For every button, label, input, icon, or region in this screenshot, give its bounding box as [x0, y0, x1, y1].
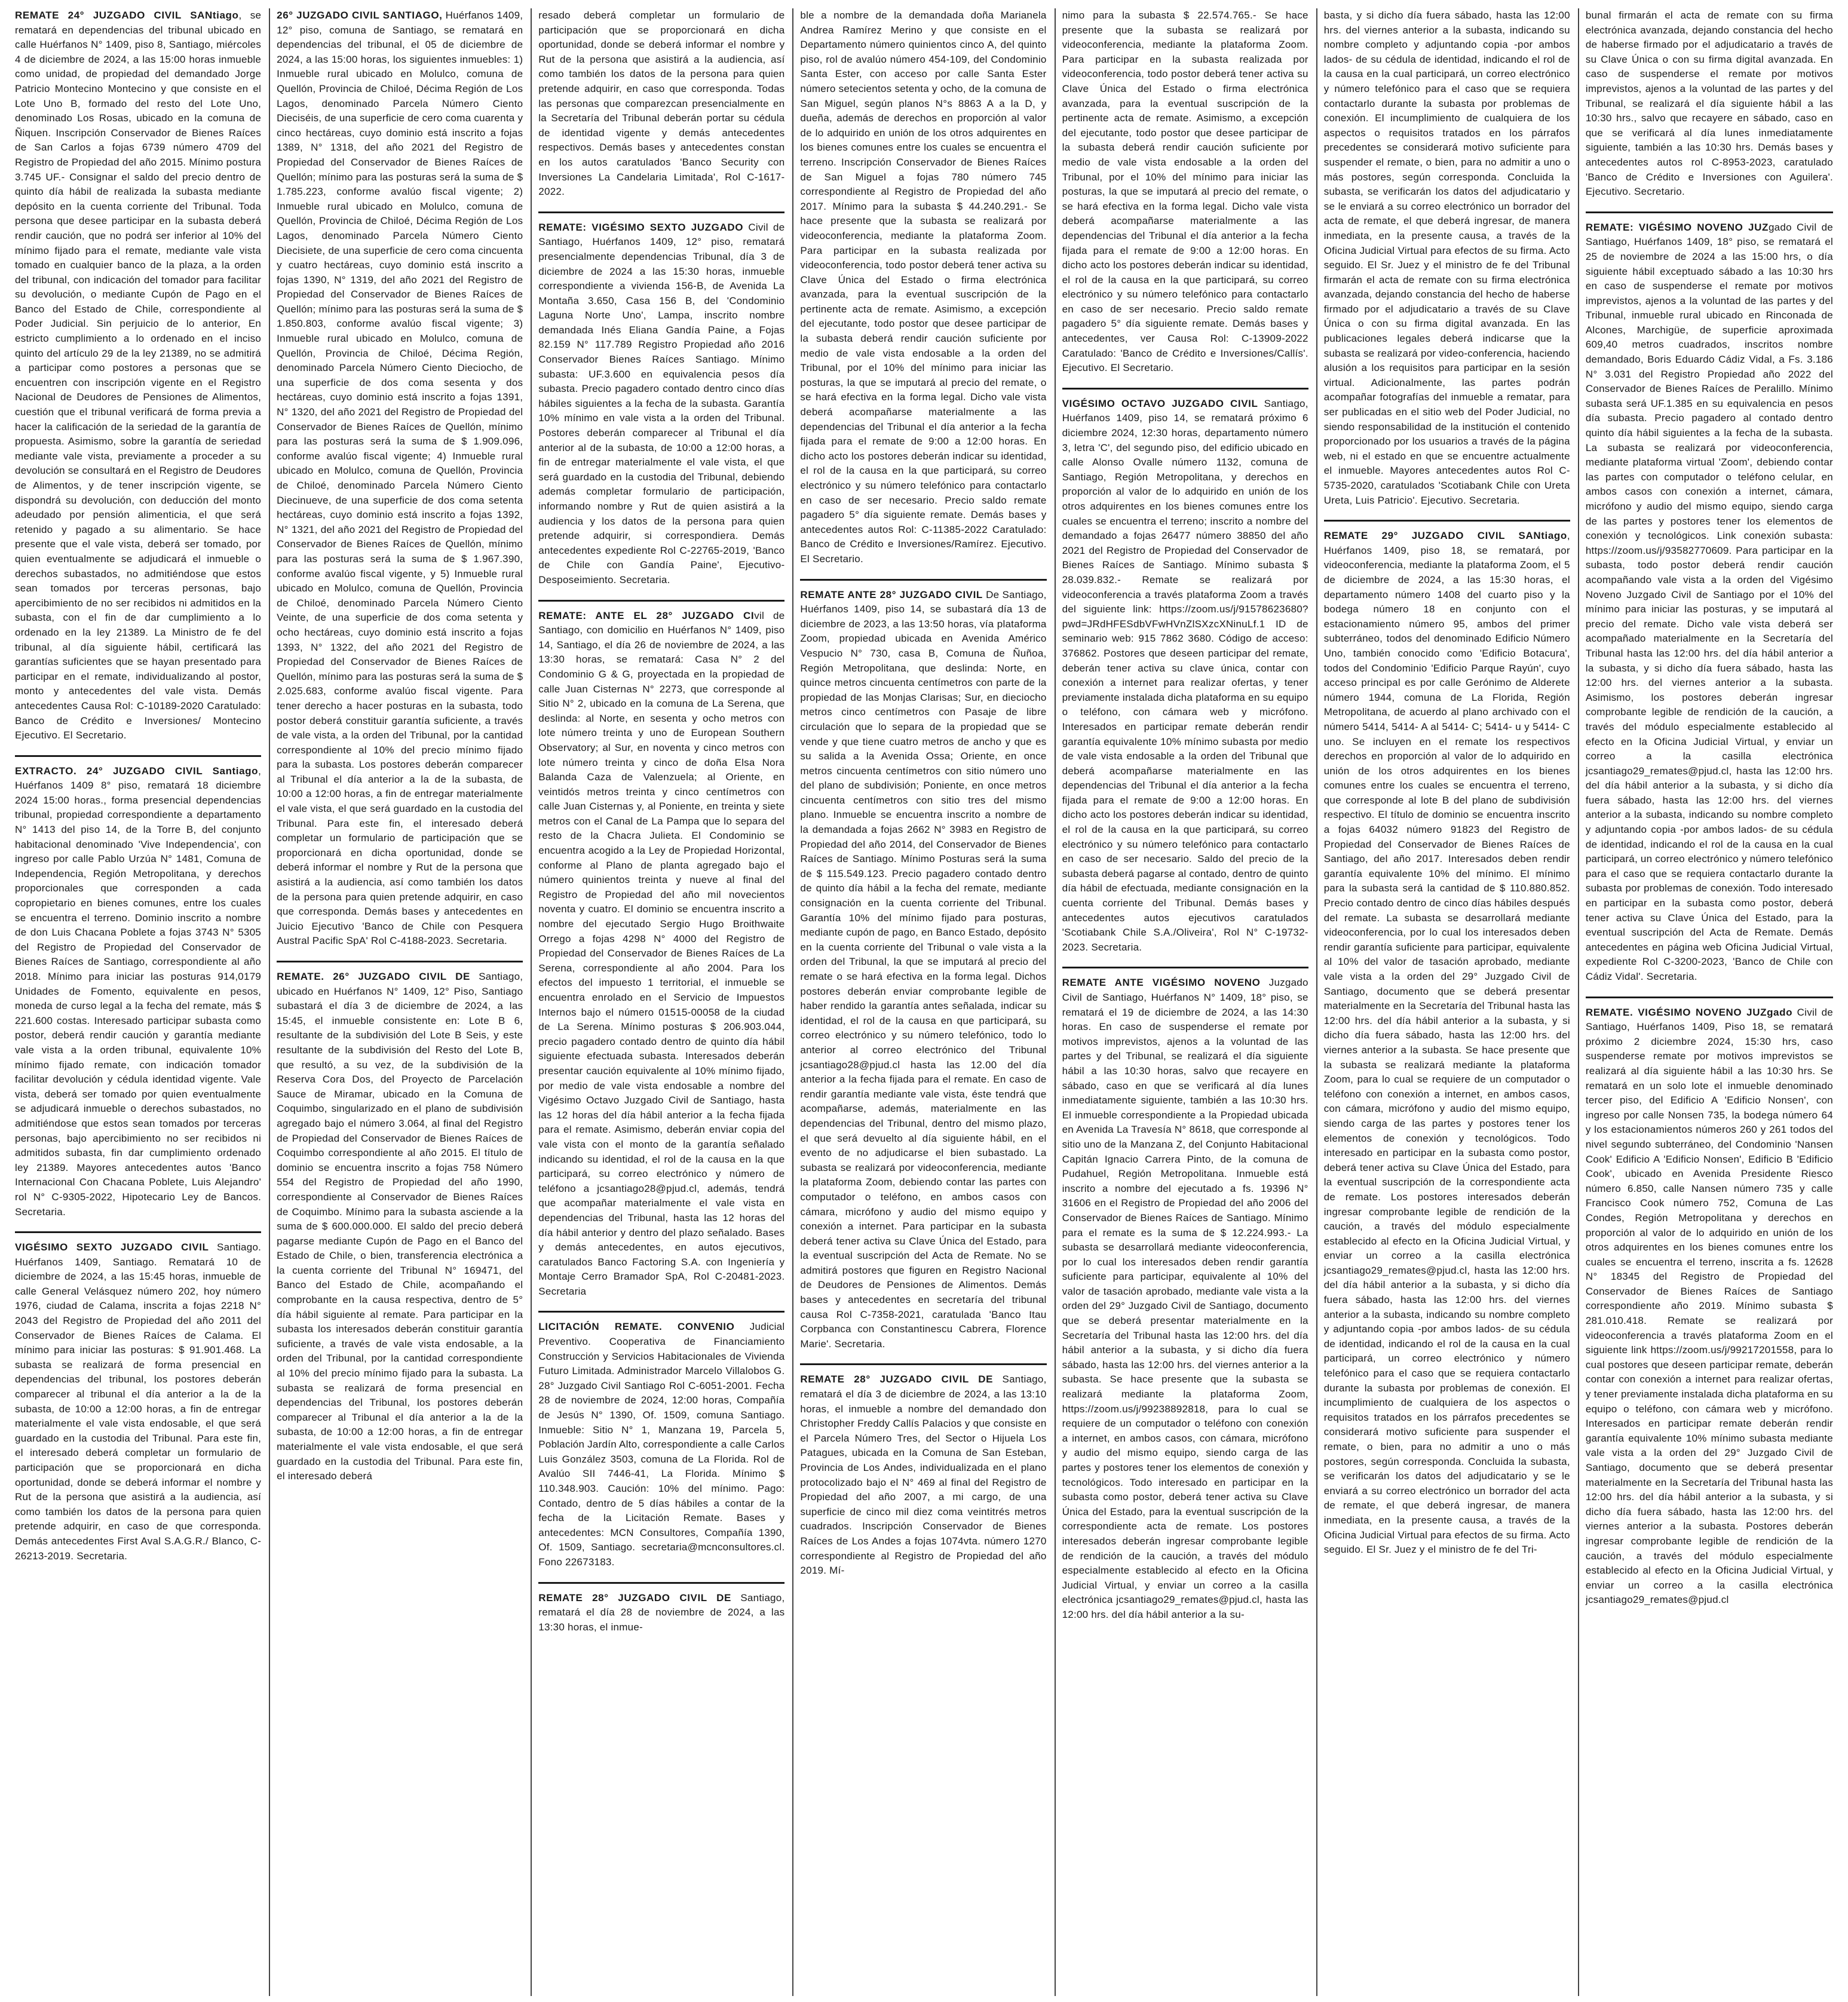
notice-body: De Santiago, Huérfanos 1409, piso 14, se subastará día 13 de diciembre de 2023, a las 13:50 horas, vía plataforma Zoom, propiedad ubicada en Avenida Américo Vespucio N° 730, casa B, Comuna de Ñuñoa, Región Metropolitana, que deslinda: Norte, en quince metros cincuenta centímetros con parte de la propiedad de las Monjas Clarisas; Sur, en dieciocho metros cinco centímetros con Pasaje de libre circulación que lo separa de la propiedad que se vende y que tiene cuatro metros de ancho y que es su salida a la Avenida Ossa; Oriente, en once metros cincuenta centímetros con sitio número uno del plano de subdivisión; Poniente, en once metros cincuenta centímetros con sitio tres del mismo plano. Inmueble se encuentra inscrito a nombre de la demandada a fojas 2662 N° 3983 en Registro de Propiedad del año 2014, del Conservador de Bienes Raíces de Santiago. Mínimo Posturas será la suma de $ 115.549.123. Precio pagadero contado dentro de quinto día hábil a la fecha del remate, mediante consignación en la cuenta corriente del Tribunal. Garantía 10% del mínimo fijado para posturas, mediante cupón de pago, en Banco Estado, depósito en la cuenta corriente del Tribunal o vale vista a la orden del Tribunal, la que se imputará al precio del remate o se hará efectiva en la forma legal. Dichos postores deberán enviar comprobante legible de haber rendido la garantía antes señalada, indicar su identidad, el rol de la causa en que participará, su correo electrónico y su número telefónico, todo lo anterior al correo electrónico del Tribunal jcsantiago28@pjud.cl hasta las 12.00 del día anterior a la fecha fijada para el remate. En caso de rendir garantía mediante vale vista, éste tendrá que acompañarse, además, materialmente en las dependencias del Tribunal, dentro del mismo plazo, el que será devuelto al día siguiente hábil, en el evento de no adjudicarse el bien subastado. La subasta se realizará por videoconferencia, mediante la plataforma Zoom, debiendo contar las partes con computador o teléfono, en ambos casos con cámara, micrófono y audio del mismo equipo y conexión a internet. Para participar en la subasta deberá tener activa su Clave Única del Estado, para la eventual suscripción del Acta de Remate. No se admitirá postores que figuren en Registro Nacional de Deudores de Pensiones de Alimentos. Demás bases y antecedentes en secretaría del tribunal causa Rol C-7358-2021, caratulada 'Banco Itau Corpbanca con Constantinescu Cabrera, Florence Marie'. Secretaria.: [800, 588, 1047, 1350]
notice-item: [1586, 220, 1833, 985]
notice-divider: [538, 600, 784, 602]
notice-column-2: [270, 8, 532, 1996]
notice-divider: [1586, 997, 1833, 998]
notice-heading: EXTRACTO. 24° JUZGADO CIVIL Santiago: [15, 765, 259, 777]
notice-item: [277, 8, 523, 949]
notice-body: Huérfanos 1409, 12° piso, comuna de Santiago, se rematará en dependencias del tribunal, el 05 de diciembre de 2024, a las 15:00 horas, los siguientes inmuebles: 1) Inmueble rural ubicado en Molulco, comuna de Quellón, Provincia de Chiloé, Décima Región de Los Lagos, denominado Parcela Número Ciento Dieciséis, de una superficie de cero coma cuarenta y cinco hectáreas, cuyo dominio está inscrito a fojas 1389, N° 1318, del año 2021 del Registro de Propiedad del Conservador de Bienes Raíces de Quellón; mínimo para las posturas será la suma de $ 1.785.223, conforme avalúo fiscal vigente; 2) Inmueble rural ubicado en Molulco, comuna de Quellón, Provincia de Chiloé, Décima Región de Los Lagos, denominado Parcela Número Ciento Diecisiete, de una superficie de cero coma cincuenta y cuatro hectáreas, cuyo dominio está inscrito a fojas 1390, N° 1319, del año 2021 del Registro de Propiedad del Conservador de Bienes Raíces de Quellón; mínimo para las posturas será la suma de $ 1.850.803, conforme avalúo fiscal vigente; 3) Inmueble rural ubicado en Molulco, comuna de Quellón, Provincia de Chiloé, Décima Región, denominado Parcela Número Ciento Dieciocho, de una superficie de dos coma sesenta y dos hectáreas, cuyo dominio está inscrito a fojas 1391, N° 1320, del año 2021 del Registro de Propiedad del Conservador de Bienes Raíces de Quellón, mínimo para las posturas será la suma de $ 1.909.096, conforme avalúo fiscal vigente; 4) Inmueble rural ubicado en Molulco, comuna de Quellón, Provincia de Chiloé, denominado Parcela Número Ciento Diecinueve, de una superficie de dos coma setenta hectáreas, cuyo dominio está inscrito a fojas 1392, N° 1321, del año 2021 del Registro de Propiedad del Conservador de Bienes Raíces de Quellón, mínimo para las posturas será la suma de $ 1.967.390, conforme avalúo fiscal vigente, y 5) Inmueble rural ubicado en Molulco, comuna de Quellón, Provincia de Chiloé, denominado Parcela Número Ciento Veinte, de una superficie de dos coma setenta y ocho hectáreas, cuyo dominio está inscrito a fojas 1393, N° 1322, del año 2021 del Registro de Propiedad del Conservador de Bienes Raíces de Quellón, mínimo para las posturas será la suma de $ 2.025.683, conforme avalúo fiscal vigente. Para tener derecho a hacer posturas en la subasta, todo postor deberá constituir garantía suficiente, a través de vale vista, a la orden del Tribunal, por la cantidad correspondiente al 10% del precio mínimo fijado para la subasta. Los postores deberán comparecer al Tribunal el día anterior a la de la subasta, de 10:00 a 12:00 horas, a fin de entregar materialmente el vale vista, el que será guardado en la custodia del Tribunal. Para este fin, el interesado deberá completar un formulario de participación que se proporcionará en dicha oportunidad, donde se deberá informar el nombre y Rut de la persona que asistirá a la audiencia, así como también los datos de la persona para quien pretende adquirir, en caso que corresponda. Demás bases y antecedentes en Juicio Ejecutivo 'Banco de Chile con Pesquera Austral Pacific SpA' Rol C-4188-2023. Secretaria.: [277, 10, 523, 947]
notice-item: [800, 8, 1046, 567]
notice-heading: REMATE 29° JUZGADO CIVIL SANtiago: [1323, 530, 1567, 542]
notice-item: [15, 1240, 261, 1563]
notice-item: [1586, 1005, 1833, 1608]
notice-column-1: [8, 8, 270, 1996]
notice-divider: [538, 1582, 784, 1584]
notice-body: bunal firmarán el acta de remate con su firma electrónica avanzada, dejando constancia del hecho de haberse firmado por el adjudicatario a través de su Clave Única o con su firma digital avanzada. En caso de suspenderse el remate por motivos imprevistos, ajenos a la voluntad de las partes y del Tribunal, se realizará el día siguiente hábil a las 10:30 hrs., salvo que recayere en sábado, caso en que se verificará al día lunes inmediatamente siguiente, también a las 10:30 hrs. Demás bases y antecedentes autos rol C-8953-2023, caratulado 'Banco de Crédito e Inversiones con Aguilera'. Ejecutivo. Secretario.: [1585, 10, 1833, 198]
notice-body: , se rematará en dependencias del tribunal ubicado en calle Huérfanos N° 1409, piso 8, Santiago, miércoles 4 de diciembre de 2024, a las 15:00 horas inmueble como unidad, de propiedad del demandado Jorge Patricio Montecino Montecino y que consiste en el Lote Uno B, formado del resto del Lote Uno, denominado Los Rosas, ubicado en la comuna de Ñiquen. Inscripción Conservador de Bienes Raíces de San Carlos a fojas 6739 número 4709 del Registro de Propiedad del año 2015. Mínimo postura 3.745 UF.- Consignar el saldo del precio dentro de quinto día hábil de realizada la subasta mediante depósito en la cuenta corriente del Tribunal. Toda persona que desee participar en la subasta deberá rendir caución, que no podrá ser inferior al 10% del mínimo fijado para el remate, mediante vale vista tomado en cualquier banco de la plaza, a la orden del tribunal, con indicación del tomador para facilitar su devolución, o mediante Cupón de Pago en el Banco del Estado de Chile, correspondiente al Poder Judicial. Sin perjuicio de lo anterior, En estricto cumplimiento a lo ordenado en el inciso quinto del artículo 29 de la ley 21389, no se admitirá a participar como postores a personas que se encuentren con inscripción vigente en el Registro Nacional de Deudores de Pensiones de Alimentos, cuestión que el tribunal verificará de forma previa a hacer la calificación de la seriedad de la garantía de propuesta. Asimismo, sobre la garantía de seriedad mediante vale vista, previamente a proceder a su devolución se consultará en el Registro de Deudores de Alimentos, y de tener inscripción vigente, se dispondrá su devolución, con deducción del monto adeudado por pensión alimenticia, el que será retenido y pagado a su alimentario. Se hace presente que el vale vista, deberá ser tomado, por quien eventualmente se adjudicará el inmueble o derechos subastados, no admitiéndose que estos sean tomados por terceras personas, bajo apercibimiento de no ser recibidos ni admitidos en la subasta, con el fin de dar cumplimiento a lo ordenado en la ley 21389. La Ministro de fe del tribunal, al día siguiente hábil, certificará las garantías suficientes que se hayan presentado para participar en el remate, individualizando al postor, monto y antecedentes del vale vista. Demás antecedentes Causa Rol: C-10189-2020 Caratulado: Banco de Crédito e Inversiones/ Montecino Ejecutivo. El Secretario.: [15, 10, 262, 741]
notice-heading: VIGÉSIMO OCTAVO JUZGADO CIVIL: [1062, 397, 1258, 409]
notice-item: [15, 8, 261, 743]
notice-item: [15, 764, 261, 1219]
notice-divider: [277, 961, 523, 962]
notice-body: Judicial Preventivo. Cooperativa de Financiamiento Construcción y Servicios Habitacionales de Vivienda Futuro Limitada. Administrador Marcelo Villalobos G. 28° Juzgado Civil Santiago Rol C-6051-2001. Fecha 28 de noviembre de 2024, 12:00 horas, Compañía de Jesús N° 1390, Of. 1509, comuna Santiago. Inmueble: Sitio N° 1, Manzana 19, Parcela 5, Población Jardín Alto, correspondiente a calle Carlos Luis González 3503, comuna de La Florida. Rol de Avalúo SII 7446-41, La Florida. Mínimo $ 110.348.903. Caución: 10% del mínimo. Pago: Contado, dentro de 5 días hábiles a contar de la fecha de la Licitación Remate. Bases y antecedentes: MCN Consultores, Compañía 1390, Of. 1509, Santiago. secretaria@mcnconsultores.cl. Fono 22673183.: [538, 1321, 785, 1568]
notice-body: Santiago, ubicado en Huérfanos N° 1409, 12° Piso, Santiago subastará el día 3 de diciembre de 2024, a las 15:45, el inmueble consistente en: Lote B 6, resultante de la subdivisión del Lote B Seis, y este resultante de la subdivisión del Resto del Lote B, que resultó, a su vez, de la subdivisión de la Reserva Cora Dos, del Proyecto de Parcelación Sauce de Miramar, ubicado en la Comuna de Coquimbo, singularizado en el plano de subdivisión agregado bajo el número 3.064, al final del Registro de Propiedad del Conservador de Bienes Raíces de Coquimbo correspondiente al año 2015. El título de dominio se encuentra inscrito a fojas 758 Número 554 del Registro de Propiedad del año 1990, correspondiente al Conservador de Bienes Raíces de Coquimbo. Mínimo para la subasta asciende a la suma de $ 600.000.000. El saldo del precio deberá pagarse mediante Cupón de Pago en el Banco del Estado de Chile, o bien, transferencia electrónica a la cuenta corriente del Tribunal N° 169471, del Banco del Estado de Chile, acompañando el comprobante en la causa respectiva, dentro de 5° día hábil siguiente al remate. Para participar en la subasta los interesados deberán constituir garantía suficiente, a través de vale vista endosable, a la orden del Tribunal, por la cantidad correspondiente al 10% del precio mínimo fijado para la subasta. La subasta se realizará de forma presencial en dependencias del Tribunal, los postores deberán comparecer al Tribunal el día anterior a la de la subasta, de 10:00 a 12:00 horas, a fin de entregar materialmente el vale vista endosable, el que será guardado en la custodia del Tribunal. Para este fin, el interesado deberá: [277, 971, 523, 1482]
notice-heading: REMATE 28° JUZGADO CIVIL DE: [800, 1373, 994, 1385]
notice-heading: 26° JUZGADO CIVIL SANTIAGO,: [277, 10, 443, 21]
notice-divider: [538, 211, 784, 213]
notice-item: [538, 220, 784, 588]
notice-heading: LICITACIÓN REMATE. CONVENIO: [538, 1321, 735, 1333]
notice-column-5: [1056, 8, 1317, 1996]
notice-heading: VIGÉSIMO SEXTO JUZGADO CIVIL: [15, 1241, 209, 1253]
notice-item: [800, 1372, 1046, 1578]
notice-divider: [1062, 388, 1308, 390]
notice-divider: [1586, 211, 1833, 213]
notice-divider: [800, 1363, 1046, 1365]
notice-body: Juzgado Civil de Santiago, Huérfanos N° 1409, 18° piso, se rematará el 19 de diciembre de 2024, a las 14:30 horas. En caso de suspenderse el remate por motivos imprevistos, ajenos a la voluntad de las partes y del Tribunal, se realizará el día siguiente hábil a las 10:30 horas, salvo que recayere en sábado, caso en que se verificará al día lunes inmediatamente siguiente, también a las 10:30 hrs. El inmueble correspondiente a la Propiedad ubicada en Avenida La Travesía N° 8618, que corresponde al sitio uno de la Manzana Z, del Conjunto Habitacional Capitán Ignacio Carrera Pinto, de la comuna de Pudahuel, Región Metropolitana. Inmueble está inscrito a nombre del ejecutado a fs. 19396 N° 31606 en el Registro de Propiedad del año 2006 del Conservador de Bienes Raíces de Santiago. Mínimo para el remate es la suma de $ 12.224.993.- La subasta se desarrollará mediante videoconferencia, por lo cual los interesados deben rendir garantía suficiente para participar, equivalente al 10% del valor de tasación aprobado, mediante vale vista a la orden del 29° Juzgado Civil de Santiago, documento que se deberá presentar materialmente en la Secretaría del Tribunal hasta las 12:00 hrs. del día hábil anterior a la subasta, y si dicho día fuera sábado, hasta las 12:00 hrs. del viernes anterior a la subasta. Se hace presente que la subasta se realizará mediante la plataforma Zoom, https://zoom.us/j/99238892818, para lo cual se requiere de un computador o teléfono con conexión a internet, en ambos casos, con cámara, micrófono y audio del mismo equipo, siendo carga de las partes y postores tener los elementos de conexión y tecnológicos. Todo interesado en participar en la subasta como postor, deberá tener activa su Clave Única del Estado, para la eventual suscripción de la correspondiente acta de remate. Los postores interesados deberán ingresar comprobante legible de rendición de la caución, a través del módulo especialmente establecido al efecto en la Oficina Judicial Virtual, y enviar un correo a la casilla electrónica jcsantiago29_remates@pjud.cl, hasta las 12:00 hrs. del día hábil anterior a la su-: [1062, 977, 1308, 1620]
notice-item: [1324, 8, 1570, 508]
notice-item: [538, 609, 784, 1299]
notice-item: [1324, 529, 1570, 1558]
notice-heading: REMATE: ANTE EL 28° JUZGADO CI: [538, 609, 755, 621]
notice-item: [1062, 397, 1308, 955]
notice-body: nimo para la subasta $ 22.574.765.- Se hace presente que la subasta se realizará por videoconferencia, mediante la plataforma Zoom. Para participar en la subasta realizada por videoconferencia, todo postor deberá tener activa su Clave Única del Estado o firma electrónica avanzada, para la eventual suscripción de la pertinente acta de remate. Asimismo, a excepción del ejecutante, todo postor que desee participar de la subasta deberá rendir caución suficiente por medio de vale vista endosable a la orden del Tribunal, por el 10% del mínimo para iniciar las posturas, la que se imputará al precio del remate, o se hará efectiva en la forma legal. Dicho vale vista deberá acompañarse materialmente a las dependencias del Tribunal el día anterior a la fecha fijada para el remate de 9:00 a 12:00 horas. En dicho acto los postores deberán indicar su identidad, el rol de la causa en la que participará, su correo electrónico y su número telefónico para contactarlo en caso de ser necesario. Precio saldo remate pagadero 5° día siguiente remate. Demás bases y antecedentes, ver Causa Rol: C-13909-2022 Caratulado: 'Banco de Crédito e Inversiones/Callís'. Ejecutivo. El Secretario.: [1062, 10, 1308, 374]
notice-divider: [1324, 520, 1570, 522]
notice-body: , Huérfanos 1409, piso 18, se rematará, por videoconferencia, mediante la plataforma Zoom, el 5 de diciembre de 2024, a las 15:30 horas, el departamento número 1408 del cuarto piso y la bodega número 18 en conjunto con el estacionamiento número 95, ambos del primer subterráneo, todos del denominado Edificio Número Uno, también conocido como 'Edificio Botacura', todos del Condominio 'Edificio Parque Rayún', cuyo acceso principal es por calle Gerónimo de Alderete número 1944, comuna de La Florida, Región Metropolitana, de acuerdo al plano archivado con el número 5414, 5414- A al 5414- C; 5414- u y 5414- C uno. Se incluyen en el remate los respectivos derechos en proporción al valor de lo adquirido en unión de los otros adquirentes en los bienes comunes entre los cuales se encuentra el terreno, que corresponde al lote B del plano de subdivisión respectivo. El título de dominio se encuentra inscrito a fojas 64032 número 91823 del Registro de Propiedad del Conservador de Bienes Raíces de Santiago, del año 2017. Interesados deben rendir garantía equivalente 10% del mínimo. El mínimo para la subasta será la cantidad de $ 110.880.852. Precio contado dentro de cinco días hábiles después del remate. La subasta se desarrollará mediante videoconferencia, por lo cual los interesados deben rendir garantía suficiente para participar, equivalente al 10% del valor de tasación aprobado, mediante vale vista a la orden del 29° Juzgado Civil de Santiago, documento que se deberá presentar materialmente en la Secretaría del Tribunal hasta las 12:00 hrs. del día hábil anterior a la subasta, y si dicho día fuera sábado, hasta las 12:00 hrs. del viernes anterior a la subasta. Se hace presente que la subasta se realizará mediante la plataforma Zoom, para lo cual se requiere de un computador o teléfono con conexión a internet, en ambos casos, con cámara, micrófono y audio del mismo equipo, siendo carga de las partes y postores tener los elementos de conexión y tecnológicos. Todo interesado en participar en la subasta como postor, deberá tener activa su Clave Única del Estado, para la eventual suscripción de la correspondiente acta de remate. Los postores interesados deberán ingresar comprobante legible de rendición de la caución, a través del módulo especialmente establecido al efecto en la Oficina Judicial Virtual, y enviar un correo a la casilla electrónica jcsantiago29_remates@pjud.cl, hasta las 12:00 hrs. del día hábil anterior a la subasta, y si dicho día fuera sábado, hasta las 12:00 hrs. del viernes anterior a la subasta, indicando su nombre completo y adjuntando copia -por ambos lados- de su cédula de identidad, indicando el rol de la causa en la cual participará, un correo electrónico y número telefónico para el caso que se requiera contactarlo durante la subasta por problemas de conexión. El incumplimiento de cualquiera de los aspectos o requisitos tratados en los párrafos precedentes se considerará motivo suficiente para suspender el remate, o bien, para no admitir a uno o más postores, según corresponda. Concluida la subasta, se verificarán los datos del adjudicatario y se le enviará a su correo electrónico un borrador del acta de remate, el que deberá ingresar, de manera inmediata, en la presente causa, a través de la Oficina Judicial Virtual para efectos de su firma. Acto seguido. El Sr. Juez y el ministro de fe del Tri-: [1323, 530, 1570, 1556]
notice-body: basta, y si dicho día fuera sábado, hasta las 12:00 hrs. del viernes anterior a la subasta, indicando su nombre completo y adjuntando copia -por ambos lados- de su cédula de identidad, indicando el rol de la causa en la cual participará, un correo electrónico y número telefónico para el caso que se requiera contactarlo durante la subasta por problemas de conexión. El incumplimiento de cualquiera de los aspectos o requisitos tratados en los párrafos precedentes se considerará motivo suficiente para suspender el remate, o bien, para no admitir a uno o más postores, según corresponda. Concluida la subasta, se verificarán los datos del adjudicatario y se le enviará a su correo electrónico un borrador del acta de remate, el que deberá ingresar, de manera inmediata, en la presente causa, a través de la Oficina Judicial Virtual para efectos de su firma. Acto seguido. El Sr. Juez y el ministro de fe del Tribunal firmarán el acta de remate con su firma electrónica avanzada, dejando constancia del hecho de haberse firmado por el adjudicatario a través de su Clave Única o con su firma digital avanzada. En las publicaciones legales deberá indicarse que la subasta se realizará por video-conferencia, haciendo alusión a los requisitos para participar en la sesión virtual. Adicionalmente, las partes podrán acompañar fotografías del inmueble a rematar, para ser publicadas en el sitio web del Poder Judicial, no siendo responsabilidad de la institución el contenido proporcionado por los usuarios a través de la página web, ni el estado en que se encuentre actualmente el inmueble. Mayores antecedentes autos Rol C-5735-2020, caratulados 'Scotiabank Chile con Ureta Ureta, Luis Patricio'. Ejecutivo. Secretaria.: [1323, 10, 1570, 506]
notice-heading: REMATE ANTE 28° JUZGADO CIVIL: [800, 588, 983, 600]
notice-heading: REMATE 24° JUZGADO CIVIL SANtiago: [15, 10, 239, 21]
notice-column-6: [1317, 8, 1579, 1996]
notice-body: Civil de Santiago, Huérfanos 1409, Piso 18, se rematará próximo 2 diciembre 2024, 15:30 hrs, caso suspenderse remate por motivos imprevistos se realizará al día siguiente hábil a las 10:30 hrs. Se rematará en un solo lote el inmueble denominado tercer piso, del Edificio A 'Edificio Nonsen', con ingreso por calle Nonsen 735, la bodega número 64 y los estacionamientos números 260 y 261 todos del nivel segundo subterráneo, del Condominio 'Nansen Cook' Edificio A 'Edificio Nonsen', Edificio B 'Edificio Cook', ubicado en Avenida Presidente Riesco número 6.850, calle Nansen número 735 y calle Francisco Cook número 752, Comuna de Las Condes, Región Metropolitana y derechos en proporción al valor de lo adquirido en unión de los otros adquirentes en los bienes comunes entre los cuales se encuentra el terreno, inscrita a fs. 12628 N° 18345 del Registro de Propiedad del Conservador de Bienes Raíces de Santiago correspondiente año 2019. Mínimo subasta $ 281.010.418. Remate se realizará por videoconferencia a través plataforma Zoom en el siguiente link https://zoom.us/j/99217201558, para lo cual postores que deseen participar remate, deberán contar con conexión a internet para realizar ofertas, y tener previamente instalada dicha plataforma en su equipo o teléfono, con cámara web y micrófono. Interesados en participar remate deberán rendir garantía equivalente 10% mínimo subasta mediante vale vista a la orden del 29° Juzgado Civil de Santiago, documento que se deberá presentar materialmente en la Secretaría del Tribunal hasta las 12:00 hrs. del día hábil anterior a la subasta, y si dicho día fuera sábado, hasta las 12:00 hrs. del viernes anterior a la subasta. Postores deberán ingresar comprobante legible de rendición de la caución, a través del módulo especialmente establecido al efecto en la Oficina Judicial Virtual, y enviar un correo a la casilla electrónica jcsantiago29_remates@pjud.cl: [1585, 1006, 1833, 1606]
notice-heading: REMATE 28° JUZGADO CIVIL DE: [538, 1592, 731, 1604]
notice-divider: [800, 579, 1046, 581]
notice-item: [1062, 8, 1308, 376]
notice-heading: REMATE: VIGÉSIMO SEXTO JUZGADO: [538, 221, 744, 233]
notice-item: [538, 8, 784, 200]
notice-body: Santiago. Huérfanos 1409, Santiago. Rematará 10 de diciembre de 2024, a las 15:45 horas, inmueble de calle General Velásquez número 202, hoy número 1976, ciudad de Calama, inscrita a fojas 2218 N° 2043 del Registro de Propiedad del año 2011 del Conservador de Bienes Raíces de Calama. El mínimo para iniciar las posturas: $ 91.901.468. La subasta se realizará de forma presencial en dependencias del tribunal, los postores deberán comparecer al tribunal el día anterior a la de la subasta, de 10:00 a 12:00 horas, a fin de entregar materialmente el vale vista endosable, el que será guardado en la custodia del Tribunal. Para este fin, el interesado deberá completar un formulario de participación que se proporcionará en dicha oportunidad, donde se deberá informar el nombre y Rut de la persona que asistirá a la audiencia, así como también los datos de la persona para quien pretende adquirir, en caso de que corresponda. Demás antecedentes First Aval S.A.G.R./ Blanco, C-26213-2019. Secretaria.: [15, 1241, 262, 1562]
notice-body: ble a nombre de la demandada doña Marianela Andrea Ramírez Merino y que consiste en el Departamento número quinientos cinco A, del quinto piso, rol de avalúo número 454-109, del Condominio Santa Ester, con acceso por calle Santa Ester número setecientos setenta y ocho, de la comuna de San Miguel, según planos N°s 8863 A a la D, y dueña, además de derechos en proporción al valor de lo adquirido en unión de los otros adquirentes en los bienes comunes entre los cuales se encuentra el terreno. Inscripción Conservador de Bienes Raíces de San Miguel a fojas 780 número 745 correspondiente al Registro de Propiedad del año 2017. Mínimo para la subasta $ 44.240.291.- Se hace presente que la subasta se realizará por videoconferencia, mediante la plataforma Zoom. Para participar en la subasta realizada por videoconferencia, todo postor deberá tener activa su Clave Única del Estado o firma electrónica avanzada, para la eventual suscripción de la pertinente acta de remate. Asimismo, a excepción del ejecutante, todo postor que desee participar de la subasta deberá rendir caución suficiente por medio de vale vista endosable a la orden del Tribunal, por el 10% del mínimo para iniciar las posturas, la que se imputará al precio del remate, o se hará efectiva en la forma legal. Dicho vale vista deberá acompañarse materialmente a las dependencias del Tribunal el día anterior a la fecha fijada para el remate de 9:00 a 12:00 horas. En dicho acto los postores deberán indicar su identidad, el rol de la causa en la que participará, su correo electrónico y su número telefónico para contactarlo en caso de ser necesario. Precio saldo remate pagadero 5° día siguiente remate. Demás bases y antecedentes autos Rol: C-11385-2022 Caratulado: Banco de Crédito e Inversiones/Ramírez. Ejecutivo. El Secretario.: [800, 10, 1047, 565]
notice-body: gado Civil de Santiago, Huérfanos 1409, 18° piso, se rematará el 25 de noviembre de 2024 a las 15:00 hrs, o día siguiente hábil exceptuado sábado a las 10:30 hrs en caso de suspenderse el remate por motivos imprevistos, ajenos a la voluntad de las partes y del Tribunal, inmueble rural ubicado en Rinconada de Alcones, Marchigüe, de superficie aproximada 609,40 metros cuadrados, inscritos nombre demandado, Boris Eduardo Cádiz Vidal, a Fs. 3.186 N° 3.031 del Registro Propiedad año 2022 del Conservador de Bienes Raíces de Peralillo. Mínimo subasta será UF.1.385 en su equivalencia en pesos día subasta. Precio pagadero al contado dentro quinto día hábil siguientes a la fecha de la subasta. La subasta se realizará por videoconferencia, mediante plataforma virtual 'Zoom', debiendo contar las partes con computador o teléfono celular, en ambos casos con conexión a internet, cámara, micrófono y audio del mismo equipo, siendo carga de las partes y postores tener los elementos de conexión y tecnológicos. Link conexión subasta: https://zoom.us/j/93582770609. Para participar en la subasta, todo postor deberá rendir caución acompañando vale vista a la orden del Vigésimo Noveno Juzgado Civil de Santiago por el 10% del mínimo para iniciar las posturas, y se imputará al precio del remate. Dicho vale vista deberá ser acompañado materialmente en la Secretaría del Tribunal hasta las 12:00 hrs. del día hábil anterior a la subasta, y si dicho día fuera sábado, hasta las 12:00 hrs. del viernes anterior a la subasta. Asimismo, los postores deberán ingresar comprobante legible de rendición de la caución, a través del módulo especialmente establecido al efecto en la Oficina Judicial Virtual, y enviar un correo a la casilla electrónica jcsantiago29_remates@pjud.cl, hasta las 12:00 hrs. del día hábil anterior a la subasta, y si dicho día fuera sábado, hasta las 12:00 hrs. del viernes anterior a la subasta, indicando su nombre completo y adjuntando copia -por ambos lados- de su cédula de identidad, indicando el rol de la causa en la cual participará, un correo electrónico y número telefónico para el caso que se requiera contactarlo durante la subasta por problemas de conexión. Todo interesado en participar en la subasta como postor, deberá tener activa su Clave Única del Estado, para la eventual suscripción del Acta de Remate. Demás antecedentes en página web Oficina Judicial Virtual, expediente Rol C-3200-2023, 'Banco de Chile con Cádiz Vidal'. Secretaria.: [1585, 221, 1833, 982]
notice-column-7: [1579, 8, 1841, 1996]
notice-body: Santiago, Huérfanos 1409, piso 14, se rematará próximo 6 diciembre 2024, 12:30 horas, departamento número 3, letra 'C', del segundo piso, del edificio ubicado en calle Alonso Ovalle número 1132, comuna de Santiago, Región Metropolitana, y derechos en proporción al valor de lo adquirido en unión de los otros adquirentes en los bienes comunes entre los cuales se encuentra el terreno; inscrito a nombre del demandado a fojas 26477 número 38850 del año 2021 del Registro de Propiedad del Conservador de Bienes Raíces de Santiago. Mínimo subasta $ 28.039.832.- Remate se realizará por videoconferencia a través plataforma Zoom a través del siguiente link: https://zoom.us/j/91578623680?pwd=JRdHFESdbVFwHVnZlSXzcXNinuLf.1 ID de seminario web: 915 7862 3680. Código de acceso: 376862. Postores que deseen participar del remate, deberán tener activa su clave única, contar con conexión a internet para realizar ofertas, y tener previamente instalada dicha plataforma en su equipo o teléfono, con cámara web y micrófono. Interesados en participar remate deberán rendir garantía equivalente 10% mínimo subasta por medio de vale vista endosable a la orden del Tribunal que deberá acompañarse materialmente en las dependencias del Tribunal el día anterior a la fecha fijada para el remate de 9:00 a 12:00 horas. En dicho acto los postores deberán indicar su identidad, el rol de la causa en la que participará, su correo electrónico y su número telefónico para contactarlo en caso de ser necesario. Saldo del precio de la subasta deberá pagarse al contado, dentro de quinto día hábil de efectuada, mediante consignación en la cuenta corriente del Tribunal. Demás bases y antecedentes autos ejecutivos caratulados 'Scotiabank Chile S.A./Oliveira', Rol N° C-19732-2023. Secretaria.: [1062, 397, 1308, 953]
notice-body: Santiago, rematará el día 28 de noviembre de 2024, a las 13:30 horas, el inmue-: [538, 1592, 785, 1633]
notice-column-4: [793, 8, 1055, 1996]
notice-body: , Huérfanos 1409 8° piso, rematará 18 diciembre 2024 15:00 horas., forma presencial dependencias tribunal, propiedad correspondiente a departamento N° 1413 del piso 14, de la Torre B, del conjunto habitacional denominado 'Vive Independencia', con ingreso por calle Pablo Urzúa N° 1481, Comuna de Independencia, Región Metropolitana, y derechos proporcionales que corresponden a cada copropietario en bienes comunes, entre los cuales se encuentra el terreno. Dominio inscrito a nombre de don Luis Chacana Poblete a fojas 3743 N° 5305 del Registro de Propiedad del Conservador de Bienes Raíces de Santiago, correspondiente al año 2018. Mínimo para iniciar las posturas 914,0179 Unidades de Fomento, equivalente en pesos, moneda de curso legal a la fecha del remate, más $ 221.600 costas. Interesado participar subasta como postor, deberá rendir caución y garantía mediante vale vista a la orden tribunal, equivalente 10% mínimo fijado remate, con indicación tomador facilitar devolución y cédula identidad vigente. Vale vista, deberá ser tomado por quien eventualmente se adjudicará inmueble o derechos subastados, no admitiéndose que estos sean tomados por terceras personas, bajo apercibimiento no ser recibidos ni admitidos subasta, fin dar cumplimiento ordenado ley 21389. Mayores antecedentes autos 'Banco Internacional Con Chacana Poblete, Luis Alejandro' rol N° C-9305-2022, Hipotecario Ley de Bancos. Secretaria.: [15, 765, 262, 1218]
notice-divider: [15, 1231, 261, 1233]
notice-heading: REMATE. VIGÉSIMO NOVENO JUZgado: [1585, 1006, 1793, 1018]
notice-item: [1586, 8, 1833, 200]
notice-heading: REMATE. 26° JUZGADO CIVIL DE: [277, 971, 470, 982]
notice-item: [1062, 976, 1308, 1622]
notice-heading: REMATE ANTE VIGÉSIMO NOVENO: [1062, 977, 1261, 989]
notice-body: Civil de Santiago, Huérfanos 1409, 12° piso, rematará presencialmente dependencias Tribunal, día 3 de diciembre de 2024 a las 15:30 horas, inmueble correspondiente a vivienda 156-B, de Avenida La Montaña 3.650, Casa 156 B, del 'Condominio Laguna Norte Uno', Lampa, inscrito nombre demandada Inés Eliana Gandía Paine, a Fojas 82.159 N° 117.789 Registro Propiedad año 2016 Conservador Bienes Raíces Santiago. Mínimo subasta: UF.3.600 en equivalencia pesos día subasta. Precio pagadero contado dentro cinco días hábiles siguientes a la fecha de la subasta. Garantía 10% mínimo en vale vista a la orden del Tribunal. Postores deberán comparecer al Tribunal el día anterior al de la subasta, de 10:00 a 12:00 horas, a fin de entregar materialmente el vale vista, el que será guardado en la custodia del Tribunal, debiendo además completar formulario de participación, informando nombre y Rut de quien asistirá a la audiencia y los datos de la persona para quien pretende adquirir, si correspondiera. Demás antecedentes expediente Rol C-22765-2019, 'Banco de Chile con Gandía Paine', Ejecutivo-Desposeimiento. Secretaria.: [538, 221, 785, 585]
notice-body: Santiago, rematará el día 3 de diciembre de 2024, a las 13:10 horas, el inmueble a nombre del demandado don Christopher Freddy Callís Palacios y que consiste en el Parcela Número Tres, del Sector o Hijuela Los Patagues, ubicada en la Comuna de San Esteban, Provincia de Los Andes, individualizada en el plano protocolizado bajo el N° 469 al final del Registro de Propiedad del año 2007, a mi cargo, de una superficie de cinco mil diez coma veintitrés metros cuadrados. Inscripción Conservador de Bienes Raíces de Los Andes a fojas 1074vta. número 1270 correspondiente al Registro de Propiedad del año 2019. Mí-: [800, 1373, 1047, 1577]
notice-item: [538, 1591, 784, 1635]
notice-column-3: [532, 8, 793, 1996]
notice-divider: [1062, 967, 1308, 968]
notice-body: vil de Santiago, con domicilio en Huérfanos N° 1409, piso 14, Santiago, el día 26 de noviembre de 2024, a las 13:30 horas, se rematará: Casa N° 2 del Condominio G & G, proyectada en la propiedad de calle Juan Cisternas N° 2273, que corresponde al Sitio N° 2, ubicado en la comuna de La Serena, que deslinda: al Norte, en sesenta y ocho metros con lote número treinta y uno de European Southern Observatory; al Sur, en noventa y cinco metros con lote número treinta y cinco de doña Elsa Nora Balanda Caza de Valenzuela; al Oriente, en veintidós metros treinta y cinco centímetros con calle Juan Cisternas y, al Poniente, en treinta y siete metros con el Canal de La Pampa que lo separa del resto de la Chacra Julieta. El Condominio se encuentra acogido a la Ley de Propiedad Horizontal, conforme al Plano de planta agregado bajo el número quinientos treinta y nueve al final del Registro de Propiedad del año mil novecientos noventa y cuatro. El dominio se encuentra inscrito a nombre del ejecutado Sergio Hugo Broithwaite Orrego a fojas 4298 N° 4000 del Registro de Propiedad del Conservador de Bienes Raíces de La Serena, correspondiente al año 2004. Para los efectos del impuesto 1 territorial, el inmueble se encuentra enrolado en el Servicio de Impuestos Internos bajo el número 01515-00058 de la ciudad de La Serena. Mínimo posturas $ 206.903.044, precio pagadero contado dentro de quinto día hábil siguiente efectuada subasta. Interesados deberán presentar caución equivalente al 10% mínimo fijado, por medio de vale vista endosable a nombre del Vigésimo Octavo Juzgado Civil de Santiago, hasta las 12 horas del día hábil anterior a la fecha fijada para el remate. Asimismo, deberán enviar copia del vale vista con el monto de la garantía señalado indicando su identidad, el rol de la causa en la que participará, su correo electrónico y número de teléfono a jcsantiago28@pjud.cl, además, tendrá que acompañar materialmente el vale vista en dependencias del Tribunal, hasta las 12 horas del día hábil anterior y dentro del plazo señalado. Bases y demás antecedentes, en autos ejecutivos, caratulados Banco Factoring S.A. con Ingeniería y Montaje Cerro Bramador SpA, Rol C-20481-2023. Secretaria: [538, 609, 785, 1297]
notice-item: [800, 588, 1046, 1352]
notice-item: [538, 1320, 784, 1569]
notice-heading: REMATE: VIGÉSIMO NOVENO JUZ: [1585, 221, 1769, 233]
notice-item: [277, 970, 523, 1484]
notice-divider: [538, 1311, 784, 1313]
notice-body: resado deberá completar un formulario de participación que se proporcionará en dicha oportunidad, donde se deberá informar el nombre y Rut de la persona que asistirá a la audiencia, así como también los datos de la persona para quien pretende adquirir, en caso que corresponda. Todas las personas que comparezcan presencialmente en la Secretaría del Tribunal deberán portar su cédula de identidad vigente y demás antecedentes respectivos. Demás bases y antecedentes constan en los autos caratulados 'Banco Security con Inversiones La Candelaria Limitada', Rol C-1617-2022.: [538, 10, 785, 198]
notice-divider: [15, 755, 261, 757]
